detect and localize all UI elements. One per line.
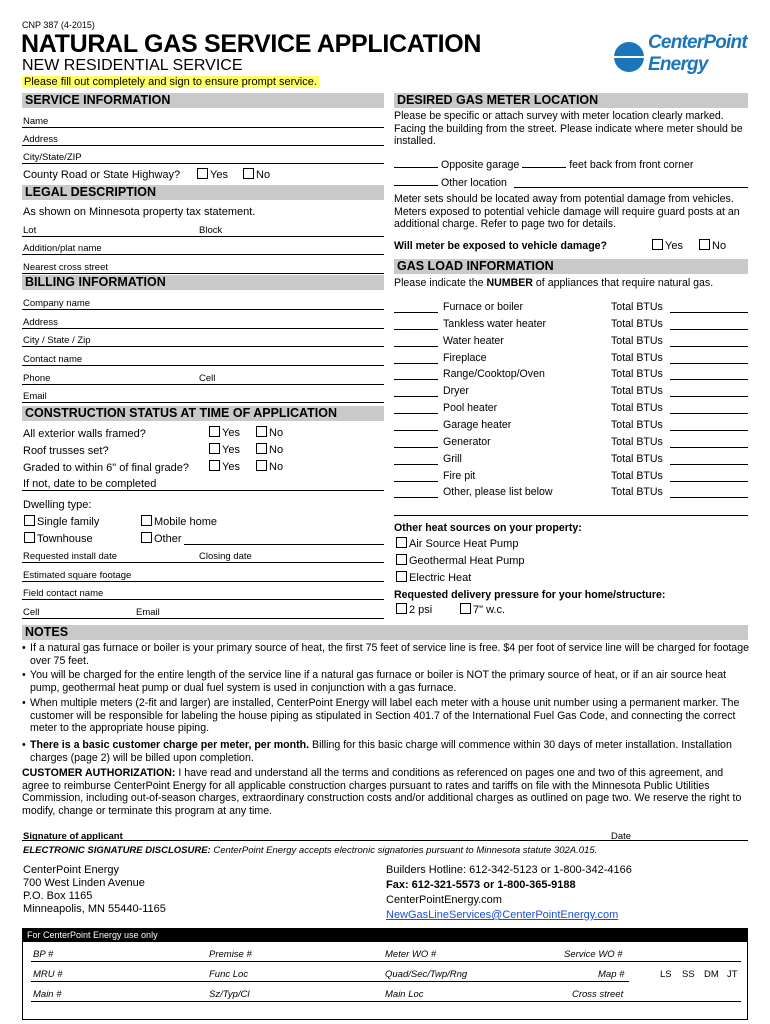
office-row-1-line[interactable] <box>31 961 741 962</box>
checkbox-icon[interactable] <box>256 460 267 471</box>
total-btus-field[interactable] <box>670 396 748 397</box>
form-id: CNP 387 (4-2015) <box>22 20 95 30</box>
esignature-disclosure: ELECTRONIC SIGNATURE DISCLOSURE: CenterPoint Energy accepts electronic signatories pursuant to Minnesota statute 302A.015. <box>23 845 598 856</box>
note-1: • If a natural gas furnace or boiler is your primary source of heat, the first 75 feet of service line is free. $4 per foot of service line will be charged for footage over 75 feet. <box>22 642 749 667</box>
trusses-no[interactable]: No <box>256 443 283 456</box>
checkbox-icon[interactable] <box>652 239 663 250</box>
appliance-row <box>394 486 750 501</box>
appliance-count-field[interactable] <box>394 430 438 431</box>
total-btus-field[interactable] <box>670 413 748 414</box>
checkbox-icon[interactable] <box>24 532 35 543</box>
total-btus-field[interactable] <box>670 497 748 498</box>
billing-info-heading: BILLING INFORMATION <box>22 275 384 290</box>
checkbox-icon[interactable] <box>460 603 471 614</box>
total-btus-label: Total BTUs <box>611 402 663 415</box>
appliance-row <box>394 470 750 485</box>
appliance-label: Range/Cooktop/Oven <box>443 368 545 381</box>
appliance-row <box>394 318 750 333</box>
fax-number: Fax: 612-321-5573 or 1-800-365-9188 <box>386 879 576 891</box>
field-email-label: Email <box>136 607 160 618</box>
phone-cell-field[interactable] <box>22 371 384 385</box>
appliance-count-field[interactable] <box>394 497 438 498</box>
checkbox-icon[interactable] <box>141 532 152 543</box>
appliance-label: Dryer <box>443 385 469 398</box>
jt-label: JT <box>727 969 738 980</box>
feet-back-field[interactable] <box>522 167 566 168</box>
total-btus-field[interactable] <box>670 447 748 448</box>
exposed-question: Will meter be exposed to vehicle damage? <box>394 240 608 252</box>
pressure-question: Requested delivery pressure for your home/structure: <box>394 589 666 601</box>
appliance-label: Water heater <box>443 334 504 347</box>
checkbox-icon[interactable] <box>209 443 220 454</box>
billing-email-label: Email <box>23 391 47 402</box>
office-row-3-line[interactable] <box>31 1001 741 1002</box>
appliance-label: Fireplace <box>443 351 487 364</box>
lot-label: Lot <box>23 225 37 236</box>
appliance-row <box>394 368 750 383</box>
dm-label: DM <box>704 969 719 980</box>
air-source-option[interactable]: Air Source Heat Pump <box>396 537 518 550</box>
appliance-label: Furnace or boiler <box>443 301 524 313</box>
total-btus-field[interactable] <box>670 481 748 482</box>
dates-field[interactable] <box>22 549 384 563</box>
contact-street: 700 West Linden Avenue <box>23 877 145 889</box>
gas-load-heading: GAS LOAD INFORMATION <box>394 259 748 274</box>
dwelling-townhouse[interactable]: Townhouse <box>24 532 93 545</box>
appliance-row <box>394 301 750 316</box>
contact-pobox: P.O. Box 1165 <box>23 890 93 902</box>
total-btus-label: Total BTUs <box>611 469 663 482</box>
ss-label: SS <box>682 969 695 980</box>
dwelling-type-label: Dwelling type: <box>23 499 92 511</box>
checkbox-icon[interactable] <box>256 443 267 454</box>
appliance-row <box>394 419 750 434</box>
billing-email-field[interactable] <box>22 389 384 403</box>
premise-label: Premise # <box>209 949 252 960</box>
appliance-count-field[interactable] <box>394 413 438 414</box>
cross-street-field[interactable] <box>22 260 384 274</box>
exposed-yes[interactable]: Yes <box>652 239 683 252</box>
total-btus-field[interactable] <box>670 329 748 330</box>
note-2: • You will be charged for the entire length of the service line if a natural gas furnace or boiler is NOT the primary source of heat, or if an air source heat pump, geothermal heat pump or dual fuel system is used in conjunction with a gas furnace. <box>22 669 727 694</box>
county-road-question: County Road or State Highway? <box>23 169 181 181</box>
appliance-count-field[interactable] <box>394 329 438 330</box>
billing-address-field[interactable] <box>22 315 384 329</box>
total-btus-label: Total BTUs <box>611 418 663 431</box>
logo-text-line1: CenterPoint <box>648 32 747 53</box>
field-cell-email-field[interactable] <box>22 605 384 619</box>
appliance-row <box>394 453 750 468</box>
email-link[interactable]: NewGasLineServices@CenterPointEnergy.com <box>386 909 619 921</box>
office-row-2-line[interactable] <box>31 981 629 982</box>
appliance-row <box>394 385 750 400</box>
appliance-count-field[interactable] <box>394 464 438 465</box>
appliance-label: Garage heater <box>443 418 512 431</box>
meter-damage-text: Meter sets should be located away from potential damage from vehicles. Meters exposed to potential vehicle damage will require guard posts at an additional charge. Refer to page two for details. <box>394 193 740 231</box>
name-field[interactable] <box>22 114 384 128</box>
opposite-garage-field[interactable] <box>394 167 438 168</box>
meter-location-heading: DESIRED GAS METER LOCATION <box>394 93 748 108</box>
dwelling-other[interactable]: Other <box>141 532 182 545</box>
appliance-row <box>394 335 750 350</box>
main-loc-label: Main Loc <box>385 989 424 1000</box>
addition-label: Addition/plat name <box>23 243 102 254</box>
total-btus-label: Total BTUs <box>611 351 663 364</box>
billing-city-field[interactable] <box>22 333 384 347</box>
contact-field[interactable] <box>22 352 384 366</box>
pressure-7wc[interactable]: 7" w.c. <box>460 603 505 616</box>
lot-block-field[interactable] <box>22 223 384 237</box>
county-road-yes[interactable]: Yes <box>197 168 228 181</box>
exposed-no[interactable]: No <box>699 239 726 252</box>
page-subtitle: NEW RESIDENTIAL SERVICE <box>22 57 243 74</box>
pressure-2psi[interactable]: 2 psi <box>396 603 432 616</box>
name-label: Name <box>23 116 49 127</box>
graded-yes[interactable]: Yes <box>209 460 240 473</box>
service-info-heading: SERVICE INFORMATION <box>22 93 384 108</box>
contact-city: Minneapolis, MN 55440-1165 <box>23 903 166 915</box>
dwelling-single[interactable]: Single family <box>24 515 99 528</box>
meter-wo-label: Meter WO # <box>385 949 437 960</box>
logo-text-line2: Energy <box>648 54 708 75</box>
field-contact-label: Field contact name <box>23 588 104 599</box>
appliance-count-field[interactable] <box>394 396 438 397</box>
service-wo-label: Service WO # <box>564 949 623 960</box>
walls-no[interactable]: No <box>256 426 283 439</box>
customer-authorization: CUSTOMER AUTHORIZATION: I have read and understand all the terms and conditions as referenced on pages one and two of this agreement, and agree to reimburse CenterPoint Energy for all applicable construction charges pursuant to rates and tariffs on file with the Minnesota Public Utilities Commission, including out-of-season charges, extraordinary construction costs and/or additional charges as outlined on page two. We reserve the right to modify, change or terminate this program at any time. <box>22 767 742 817</box>
mru-label: MRU # <box>33 969 63 980</box>
legal-description-heading: LEGAL DESCRIPTION <box>22 185 384 200</box>
total-btus-field[interactable] <box>670 464 748 465</box>
checkbox-icon[interactable] <box>209 426 220 437</box>
appliance-count-field[interactable] <box>394 363 438 364</box>
geothermal-option[interactable]: Geothermal Heat Pump <box>396 554 525 567</box>
if-not-field[interactable] <box>22 476 384 491</box>
legal-description-text: As shown on Minnesota property tax statement. <box>23 206 256 218</box>
company-label: Company name <box>23 298 91 309</box>
addition-field[interactable] <box>22 241 384 255</box>
electric-heat-option[interactable]: Electric Heat <box>396 571 471 584</box>
contact-company: CenterPoint Energy <box>23 864 119 876</box>
total-btus-label: Total BTUs <box>611 317 663 330</box>
total-btus-field[interactable] <box>670 312 748 313</box>
sqft-label: Estimated square footage <box>23 570 132 581</box>
checkbox-icon[interactable] <box>256 426 267 437</box>
appliance-row <box>394 436 750 451</box>
office-cross-street-label: Cross street <box>572 989 624 1000</box>
other-appliance-field[interactable] <box>394 503 748 516</box>
trusses-yes[interactable]: Yes <box>209 443 240 456</box>
signature-date-label: Date <box>611 831 632 842</box>
walls-question: All exterior walls framed? <box>23 428 146 440</box>
bp-label: BP # <box>33 949 54 960</box>
checkbox-icon[interactable] <box>396 571 407 582</box>
appliance-label: Grill <box>443 452 462 465</box>
other-location-field[interactable] <box>514 175 748 188</box>
total-btus-label: Total BTUs <box>611 334 663 347</box>
main-label: Main # <box>33 989 62 1000</box>
page-title: NATURAL GAS SERVICE APPLICATION <box>21 30 482 58</box>
appliance-count-field[interactable] <box>394 346 438 347</box>
address-label: Address <box>23 134 58 145</box>
appliance-row <box>394 402 750 417</box>
sqft-field[interactable] <box>22 568 384 582</box>
checkbox-icon[interactable] <box>699 239 710 250</box>
company-field[interactable] <box>22 296 384 310</box>
checkbox-icon[interactable] <box>141 515 152 526</box>
quad-label: Quad/Sec/Twp/Rng <box>385 969 468 980</box>
total-btus-field[interactable] <box>670 379 748 380</box>
opposite-garage-row: Opposite garage feet back from front corner <box>394 159 693 171</box>
checkbox-icon[interactable] <box>396 554 407 565</box>
ls-label: LS <box>660 969 672 980</box>
centerpoint-logo <box>610 30 750 84</box>
field-contact-field[interactable] <box>22 586 384 600</box>
appliance-label: Other, please list below <box>443 486 553 499</box>
checkbox-icon[interactable] <box>396 537 407 548</box>
install-date-label: Requested install date <box>23 551 118 562</box>
logo-globe-icon <box>612 40 646 74</box>
appliance-label: Fire pit <box>443 469 476 482</box>
appliance-label: Pool heater <box>443 402 498 415</box>
walls-yes[interactable]: Yes <box>209 426 240 439</box>
block-label: Block <box>199 225 223 236</box>
appliance-count-field[interactable] <box>394 312 438 313</box>
sz-typ-cl-label: Sz/Typ/Cl <box>209 989 250 1000</box>
county-road-no[interactable]: No <box>243 168 270 181</box>
notes-heading: NOTES <box>22 625 748 640</box>
builders-hotline: Builders Hotline: 612-342-5123 or 1-800-342-4166 <box>386 864 632 876</box>
appliance-count-field[interactable] <box>394 379 438 380</box>
signature-field[interactable] <box>22 827 748 841</box>
other-location-blank[interactable] <box>394 185 438 186</box>
total-btus-label: Total BTUs <box>611 486 663 499</box>
fill-instruction: Please fill out completely and sign to ensure prompt service. <box>24 76 317 88</box>
note-4: • There is a basic customer charge per meter, per month. Billing for this basic charge will commence within 30 days of meter installation. Installation charges (page 2) will be billed upon completion. <box>22 739 732 764</box>
total-btus-label: Total BTUs <box>611 301 663 313</box>
appliance-count-field[interactable] <box>394 447 438 448</box>
total-btus-field[interactable] <box>670 363 748 364</box>
total-btus-label: Total BTUs <box>611 435 663 448</box>
checkbox-icon[interactable] <box>243 168 254 179</box>
total-btus-label: Total BTUs <box>611 452 663 465</box>
appliance-label: Generator <box>443 435 491 448</box>
checkbox-icon[interactable] <box>24 515 35 526</box>
graded-question: Graded to within 6" of final grade? <box>23 462 189 474</box>
other-heat-heading: Other heat sources on your property: <box>394 522 582 534</box>
total-btus-label: Total BTUs <box>611 368 663 381</box>
checkbox-icon[interactable] <box>197 168 208 179</box>
construction-status-heading: CONSTRUCTION STATUS AT TIME OF APPLICATION <box>22 406 384 421</box>
dwelling-other-field[interactable] <box>184 531 384 545</box>
address-field[interactable] <box>22 132 384 146</box>
contact-label: Contact name <box>23 354 83 365</box>
billing-address-label: Address <box>23 317 58 328</box>
cross-street-label: Nearest cross street <box>23 262 108 273</box>
dwelling-mobile[interactable]: Mobile home <box>141 515 217 528</box>
appliance-label: Tankless water heater <box>443 317 547 330</box>
total-btus-field[interactable] <box>670 346 748 347</box>
if-not-label: If not, date to be completed <box>23 478 157 490</box>
note-3: • When multiple meters (2-fit and larger) are installed, CenterPoint Energy will label each meter with a house unit number using a permanent marker. The customer will be responsible for labeling the house piping as stipulated in Section 401.7 of the International Fuel Gas Code, and connecting the correct meter to the appropriate house piping. <box>22 697 740 735</box>
cell-label: Cell <box>199 373 216 384</box>
total-btus-label: Total BTUs <box>611 385 663 398</box>
total-btus-field[interactable] <box>670 430 748 431</box>
appliance-count-field[interactable] <box>394 481 438 482</box>
city-state-zip-field[interactable] <box>22 150 384 164</box>
map-label: Map # <box>598 969 625 980</box>
office-use-box <box>22 928 748 1020</box>
trusses-question: Roof trusses set? <box>23 445 109 457</box>
checkbox-icon[interactable] <box>396 603 407 614</box>
signature-label: Signature of applicant <box>23 831 123 842</box>
phone-label: Phone <box>23 373 51 384</box>
graded-no[interactable]: No <box>256 460 283 473</box>
other-location-row: Other location <box>394 177 507 189</box>
city-state-zip-label: City/State/ZIP <box>23 152 82 163</box>
checkbox-icon[interactable] <box>209 460 220 471</box>
appliance-row <box>394 352 750 367</box>
closing-date-label: Closing date <box>199 551 252 562</box>
field-cell-label: Cell <box>23 607 40 618</box>
gas-load-intro: Please indicate the NUMBER of appliances that require natural gas. <box>394 277 714 289</box>
func-loc-label: Func Loc <box>209 969 249 980</box>
billing-city-label: City / State / Zip <box>23 335 91 346</box>
website-link[interactable]: CenterPointEnergy.com <box>386 894 502 906</box>
meter-instructions: Please be specific or attach survey with meter location clearly marked. Facing the building from the street. Please indicate where meter should be installed. <box>394 110 743 148</box>
office-use-heading: For CenterPoint Energy use only <box>23 929 747 942</box>
